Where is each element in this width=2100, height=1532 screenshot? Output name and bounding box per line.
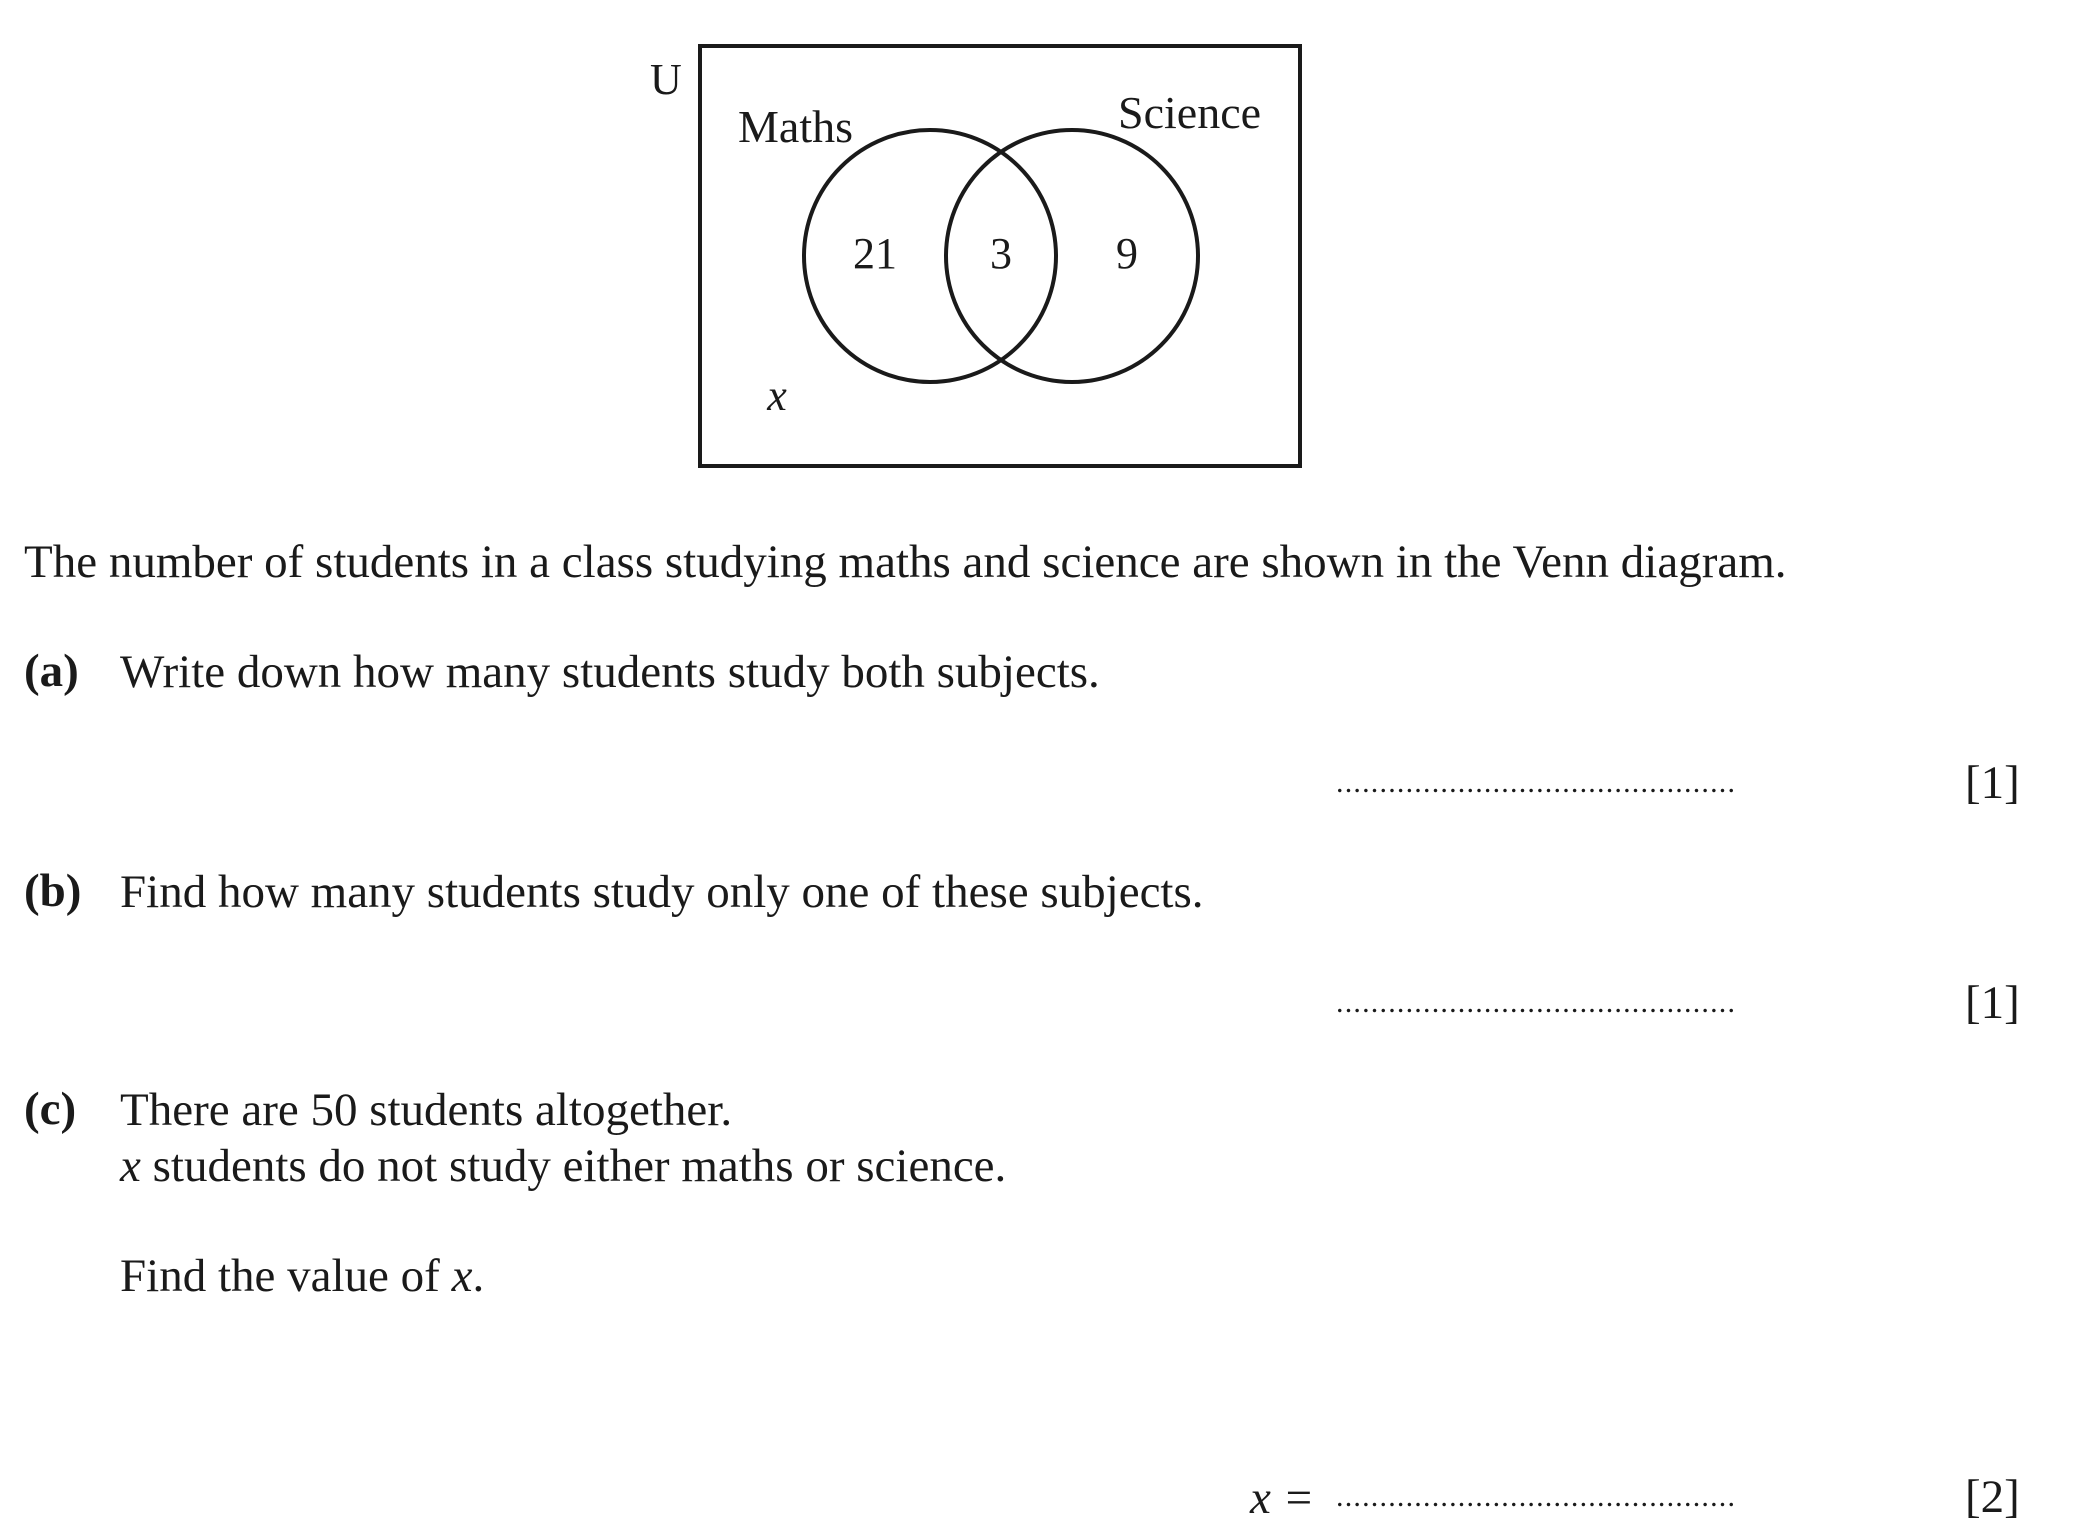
part-c-line-2-text: students do not study either maths or science. [140,1140,1007,1192]
part-b-answer-line[interactable]: .............................................. [1336,986,1737,1019]
outside-region-label: x [767,371,787,420]
part-c-line-3-end: . [472,1250,485,1302]
part-a-answer-line[interactable]: .............................................. [1336,766,1737,799]
part-c-line-1: There are 50 students altogether. [120,1084,733,1136]
science-set-label: Science [1118,87,1262,138]
part-c-line-3 [120,1248,484,1304]
part-b-label: (b) [24,865,82,917]
maths-set-circle [804,130,1056,382]
universal-set-symbol: U [650,55,682,104]
maths-only-value: 21 [853,229,897,278]
part-b-marks: [1] [1965,977,2020,1029]
intersection-value: 3 [990,229,1012,278]
variable-x: x [451,1250,473,1302]
part-a-marks: [1] [1965,757,2020,809]
part-b-text: Find how many students study only one of these subjects. [120,866,1204,918]
part-c-line-2 [120,1138,1006,1194]
part-c-line-3-text: Find the value of [120,1250,452,1302]
part-a-text: Write down how many students study both subjects. [120,646,1100,698]
question-intro: The number of students in a class studying maths and science are shown in the Venn diagram. [24,536,1787,588]
part-c-answer-prefix: x = [1250,1472,1315,1524]
part-a-label: (a) [24,645,79,697]
variable-x: x [120,1140,141,1192]
science-only-value: 9 [1116,229,1138,278]
maths-set-label: Maths [738,101,853,152]
part-c-answer-line[interactable]: .............................................. [1336,1480,1737,1513]
science-set-circle [946,130,1198,382]
part-c-marks: [2] [1965,1471,2020,1523]
venn-diagram [0,0,2100,480]
part-c-label: (c) [24,1083,77,1135]
